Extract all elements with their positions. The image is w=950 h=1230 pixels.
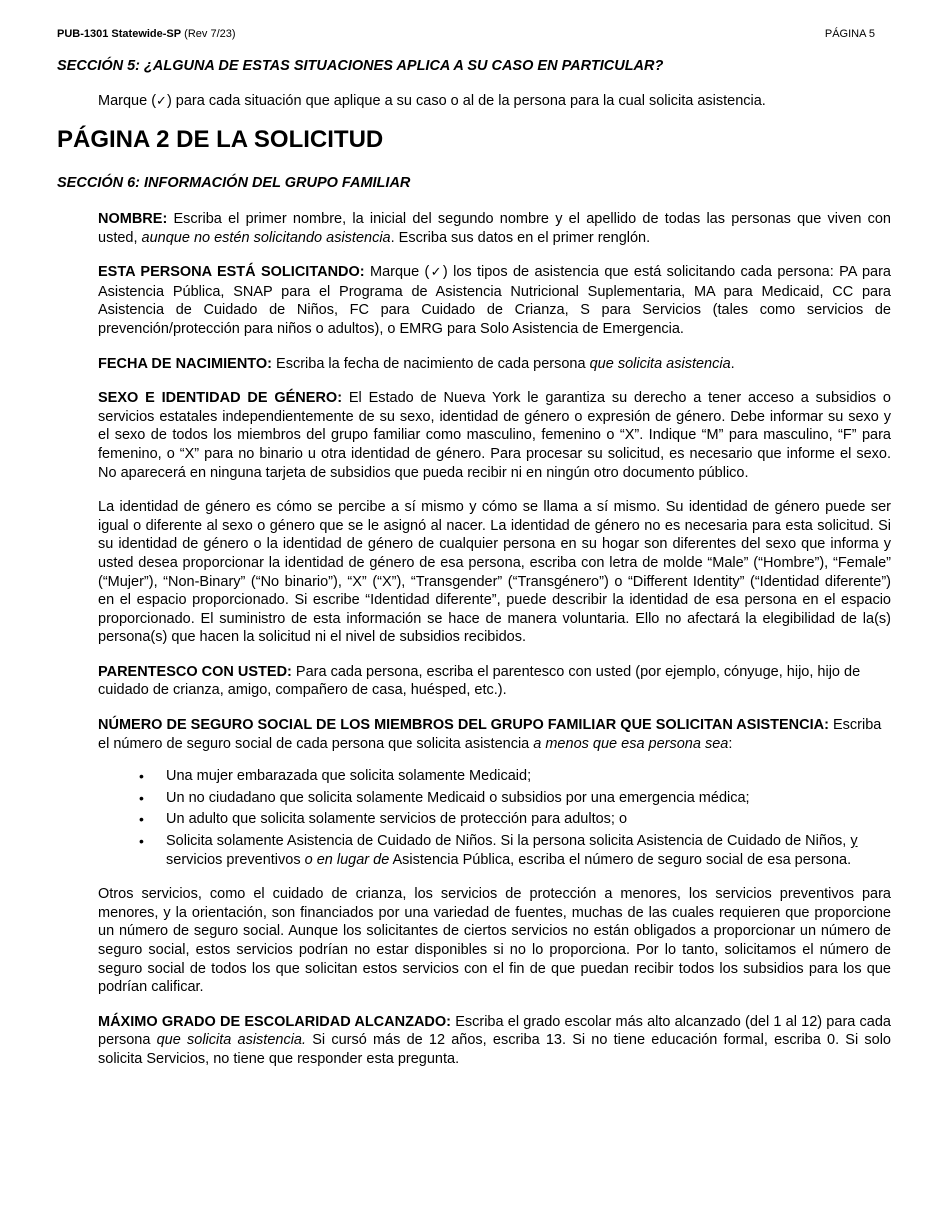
sexo-label: SEXO E IDENTIDAD DE GÉNERO: (98, 390, 343, 407)
form-id: PUB-1301 Statewide-SP (57, 28, 182, 40)
instruction-text: ) para cada situación que aplique a su caso o al de la persona para la cual solicita asistencia. (166, 93, 766, 109)
paragraph-text: ) los tipos de asistencia que está solicitando cada persona: PA para Asistencia Pública, SNAP para el Programa de Asistencia Nutricional Suplementaria, MA para Medicaid, CC para Asistencia de Cuidado de Niños, FC para Cuidado de Crianza, S para Servicios (tales como servicios de prevención/protección para niños o adultos), o EMRG para Solo Asistencia de Emergencia. (98, 264, 891, 337)
solicitando-paragraph (98, 263, 891, 338)
list-item-text: Solicita solamente Asistencia de Cuidado de Niños. Si la persona solicita Asistencia de Cuidado de Niños, (166, 833, 851, 850)
page-number: PÁGINA 5 (824, 28, 875, 40)
paragraph-text: Escriba el primer nombre, la inicial del segundo nombre y el apellido de todas las personas que viven con usted, (98, 211, 891, 246)
list-item-text: servicios preventivos (166, 851, 305, 868)
sexo-paragraph (98, 389, 891, 482)
paragraph-emphasis: que solicita asistencia (589, 355, 731, 372)
list-item-text: Asistencia Pública, escriba el número de seguro social de esa persona. (389, 851, 852, 868)
nombre-paragraph (98, 210, 891, 247)
list-item (166, 832, 891, 869)
paragraph-text: Para cada persona, escriba el parentesco con usted (por ejemplo, cónyuge, hijo, hijo de cuidado de crianza, amigo, compañero de casa, huésped, etc.). (98, 663, 861, 699)
page-title: PÁGINA 2 DE LA SOLICITUD (57, 126, 384, 153)
paragraph-text: Marque ( (364, 264, 430, 281)
checkmark-icon: ✓ (429, 265, 443, 281)
parentesco-label: PARENTESCO CON USTED: (98, 663, 292, 680)
list-item-underline: y (850, 833, 858, 850)
paragraph-text: . (730, 355, 735, 372)
checkmark-icon: ✓ (156, 94, 167, 109)
paragraph-text: . Escriba sus datos en el primer renglón. (390, 229, 651, 246)
identidad-paragraph: La identidad de género es cómo se percibe a sí mismo y cómo se llama a sí mismo. Su identidad de género puede ser igual o diferente al sexo o género que se le asignó al nacer. La identidad de género no es necesaria para esta solicitud. Si su identidad de género o la identidad de género de cualquier persona en su hogar son diferentes del sexo que informa y usted desea proporcionar la identidad de género de esa persona, escriba con letra de molde “Male” (“Hombre”), “Female” (“Mujer”), “Non-Binary” (“No binario”), “X” (“X”), “Transgender” (“Transgénero”) o “Different Identity” (“Identidad diferente”) en el espacio proporcionado. Si escribe “Identidad diferente”, puede describir la identidad de esa persona en el espacio proporcionado. El suministro de esta información se hace de manera voluntaria. Ello no afectará la elegibilidad de la(s) persona(s) que hacen la solicitud ni el nivel de subsidios recibidos. (98, 499, 891, 646)
section6-body (98, 210, 891, 1085)
list-item-emphasis: o en lugar de (304, 851, 390, 868)
paragraph-text: Escriba el grado escolar más alto alcanzado (del 1 al 12) para cada persona (98, 1013, 891, 1049)
section6-title: SECCIÓN 6: INFORMACIÓN DEL GRUPO FAMILIAR (57, 175, 411, 191)
section5-instruction (98, 93, 766, 109)
paragraph-text: Escriba el número de seguro social de cada persona que solicita asistencia (98, 717, 882, 752)
solicitando-label: ESTA PERSONA ESTÁ SOLICITANDO: (98, 264, 365, 281)
fecha-paragraph (98, 355, 891, 374)
paragraph-emphasis: que solicita asistencia. (156, 1032, 307, 1049)
ssn-label: NÚMERO DE SEGURO SOCIAL DE LOS MIEMBROS DEL GRUPO FAMILIAR QUE SOLICITAN ASISTENCIA: (98, 717, 829, 734)
paragraph-text: : (728, 735, 733, 752)
page-header (57, 28, 875, 40)
ssn-paragraph (98, 716, 891, 753)
section5-title: SECCIÓN 5: ¿ALGUNA DE ESTAS SITUACIONES APLICA A SU CASO EN PARTICULAR? (57, 58, 664, 74)
list-item: • Un adulto que solicita solamente servicios de protección para adultos; o (166, 810, 891, 829)
paragraph-text: Si cursó más de 12 años, escriba 13. Si no tiene educación formal, escriba 0. Si solo solicita Servicios, no tiene que responder esta pregunta. (98, 1032, 891, 1067)
list-item: • Un no ciudadano que solicita solamente Medicaid o subsidios por una emergencia médica; (166, 789, 891, 808)
fecha-label: FECHA DE NACIMIENTO: (98, 355, 272, 372)
form-revision: (Rev 7/23) (184, 28, 236, 40)
paragraph-text: El Estado de Nueva York le garantiza su derecho a tener acceso a subsidios o servicios estatales independientemente de su sexo, identidad de género o expresión de género. Debe informar su sexo y el sexo de todos los miembros del grupo familiar como masculino, femenino o “X”. Indique “M” para masculino, “F” para femenino, o “X” para no binario u otra identidad de género. Para procesar su solicitud, es necesario que informe el sexo. No aparecerá en ninguna tarjeta de subsidios que pueda recibir ni en ningún otro documento público. (98, 390, 891, 481)
paragraph-emphasis: aunque no estén solicitando asistencia (141, 229, 391, 246)
otros-paragraph: Otros servicios, como el cuidado de crianza, los servicios de protección a menores, los servicios preventivos para menores, y la orientación, son financiados por una variedad de fuentes, muchas de las cuales requieren que proporcione un número de seguro social. Aunque los solicitantes de ciertos servicios no están obligados a proporcionar un número de seguro social, estos servicios podrían no estar disponibles si no lo proporciona. Por lo tanto, solicitamos el número de seguro social de todos los que solicitan estos servicios con el fin de que puedan recibir todos los subsidios para los que podrían calificar. (98, 886, 891, 996)
parentesco-paragraph (98, 663, 891, 700)
escolaridad-paragraph (98, 1013, 891, 1069)
paragraph-emphasis: a menos que esa persona sea (533, 735, 729, 752)
ssn-exceptions-list (98, 767, 891, 869)
nombre-label: NOMBRE: (98, 211, 168, 227)
escolaridad-label: MÁXIMO GRADO DE ESCOLARIDAD ALCANZADO: (98, 1013, 451, 1030)
instruction-text: Marque ( (98, 93, 157, 109)
paragraph-text: Escriba la fecha de nacimiento de cada persona (272, 355, 590, 372)
list-item: • Una mujer embarazada que solicita solamente Medicaid; (166, 767, 891, 786)
